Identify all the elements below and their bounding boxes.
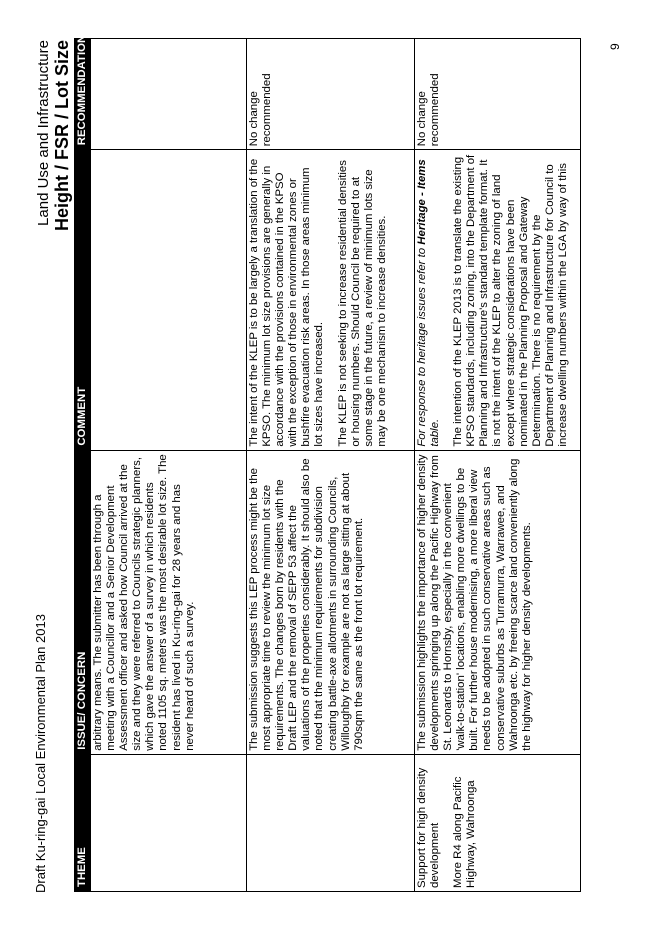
comment-paragraph: The KLEP is not seeking to increase residential densities or housing numbers. Should Council be required to at some stage in the future, a review of minimum lots size may be one mechanism to increase densities. [336,160,388,447]
page-number: 9 [608,43,622,50]
section-subtitle: Height / FSR / Lot Size [52,40,72,232]
submissions-table [74,34,581,892]
cell-theme [247,754,415,891]
heritage-items-link[interactable]: Heritage - Items [416,159,428,245]
heritage-ref-prefix: For response to heritage issues refer to [416,244,428,447]
comment-clip [416,153,570,446]
table-row [415,39,581,892]
column-header-comment: COMMENT [75,150,91,450]
cell-comment [247,150,415,450]
cell-recommendation: No change recommended [247,39,415,150]
cell-issue: The submission suggests this LEP process might be the most appropriate time to review the minimum lot size requirements. The changes born by residents with the Draft LEP and the removal of SEPP 53 affect the valuations of the properties considerably. It should also be noted that the minimum requirements for subdivision creating battle-axe allotments in surrounding Councils, Willoughby for example are not as large sitting at about 790sqm the same as the front lot requirement. [247,450,415,754]
column-header-issue: ISSUE/ CONCERN [75,450,91,754]
section-title: Land Use and Infrastructure [35,40,52,226]
table-row [91,39,247,892]
column-header-recommendation: RECOMMENDATION [75,39,91,150]
heritage-ref-suffix: table. [429,418,442,447]
cell-comment [91,150,247,450]
comment-paragraph: The intention of the KLEP 2013 is to translate the existing KPSO standards, including zoning, into the Department of Planning and Infrastructure's standard template format. It is not the intent of the KLEP to alter the zoning of land except where strategic considerations have been nominated in the Planning Proposal and Gateway Determination. There is no requirement by the Department of Planning and Infrastructure for Council to increase dwelling numbers within the LGA by way of this [452,154,569,447]
cell-issue: arbitrary means. The submitter has been through a meeting with a Councillor and a Senior Development Assessment officer and asked how Council arrived at the size and they were referred to Councils strategic planners, which gave the answer of a survey in which residents noted 1105 sq. meters was the most desirable lot size. The resident has lived in Ku-ring-gai for 28 years and has never heard of such a survey. [91,450,247,754]
cell-comment [415,150,581,450]
table-row [247,39,415,892]
theme-paragraph: More R4 along Pacific Highway, Wahroonga [452,776,478,888]
cell-recommendation [91,39,247,150]
cell-issue: The submission highlights the importance of higher density developments springing up along the Pacific Highway from St. Leonards to Hornsby, especially in the convenient 'walk-to-station' locations, enabling more dwellings to be built. For further house modernising, a more liberal view needs to be adopted in such conservative areas such as conservative suburbs as Turramurra, Warrawee, and Wahroonga etc. by freeing scarce land conveniently along the highway for higher density developments. [415,450,581,754]
column-header-theme: THEME [75,754,91,891]
cell-theme [91,754,247,891]
cell-recommendation: No change recommended [415,39,581,150]
table-header-row [75,39,91,892]
document-title: Draft Ku-ring-gai Local Environmental Plan 2013 [33,614,48,893]
cell-theme [415,754,581,891]
comment-paragraph [416,153,442,446]
comment-paragraph: The intent of the KLEP is to be largely a translation of the KPSO. The minimum lot size provisions are generally in accordance with the provisions contained in the KPSO with the exception of those in environmental zones or bushfire evacuation risk areas. In those areas minimum lot sizes have increased. [248,158,326,447]
theme-paragraph: Support for high density development [416,767,442,888]
